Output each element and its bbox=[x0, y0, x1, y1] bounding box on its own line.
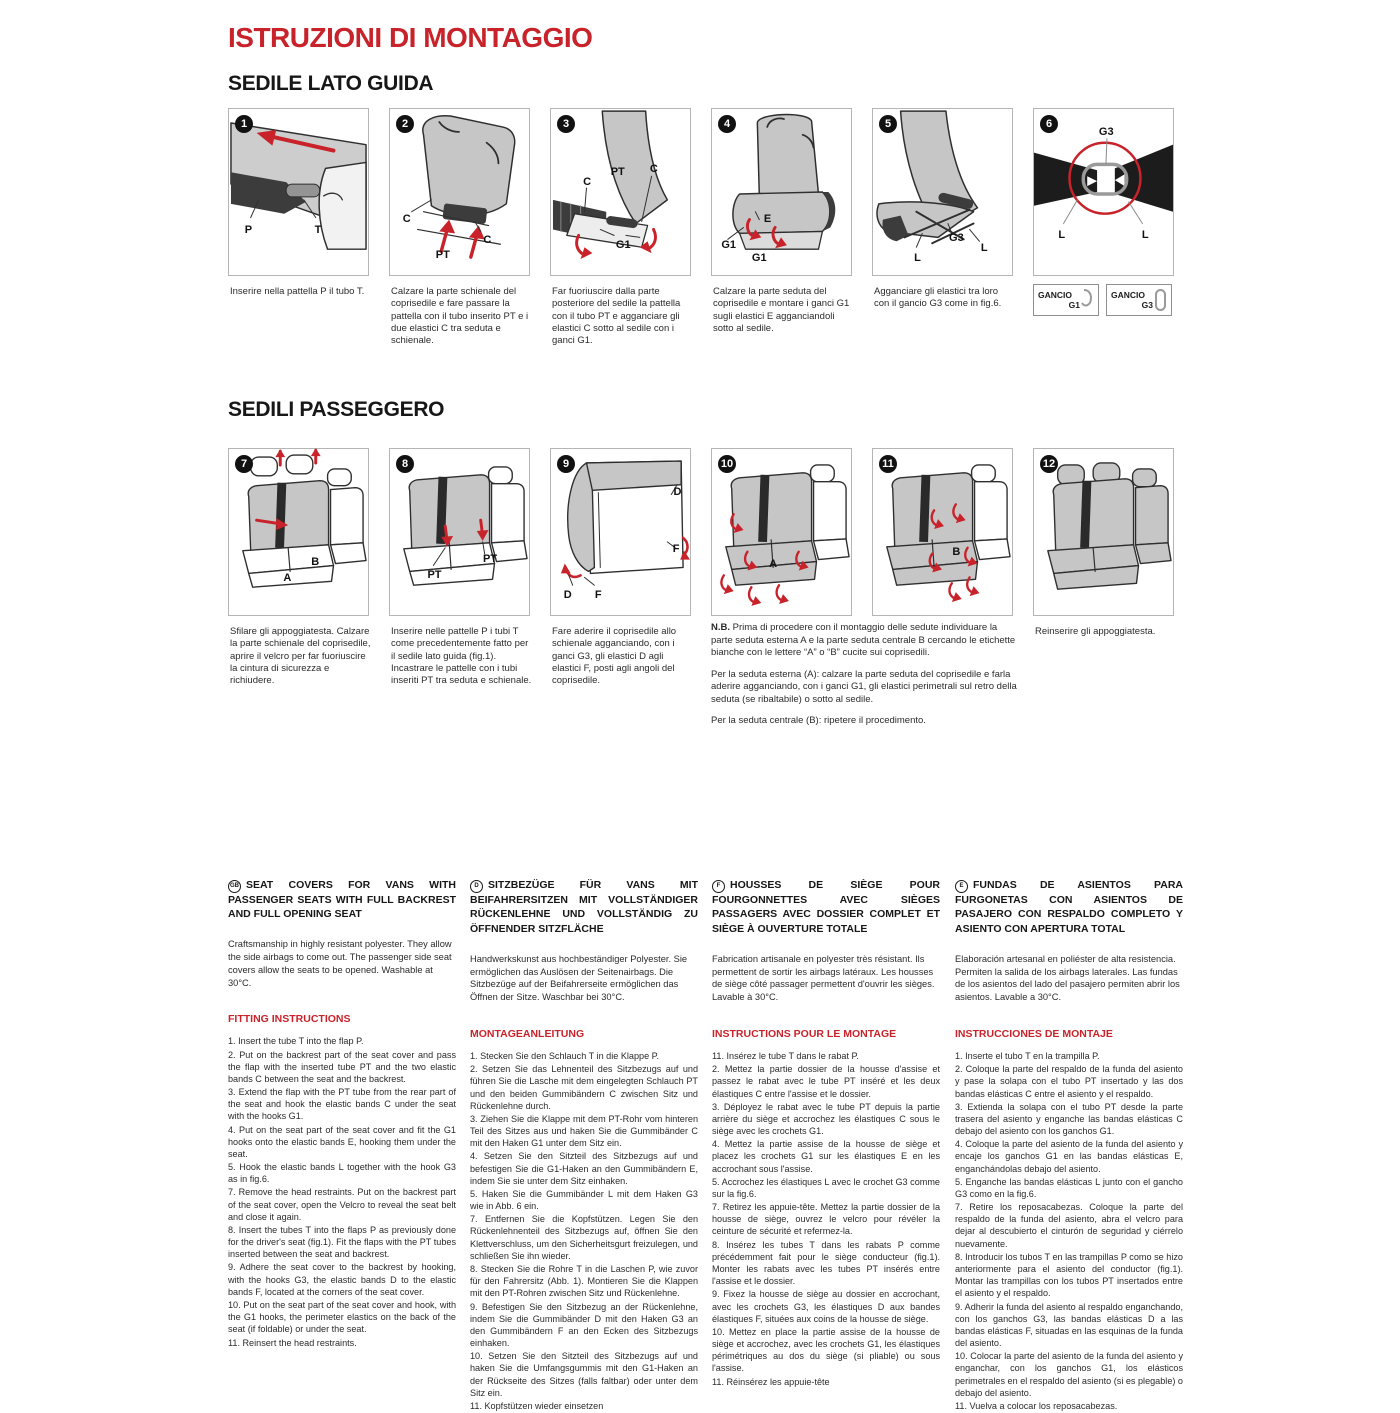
step-5-illustration bbox=[873, 109, 1012, 275]
step-1-illustration bbox=[229, 109, 368, 275]
instruction-item: 5. Hook the elastic bands L together with the hook G3 as in fig.6. bbox=[228, 1162, 456, 1185]
instruction-item: 11. Réinsérez les appuie-tête bbox=[712, 1376, 830, 1387]
nb-lead: N.B. bbox=[711, 622, 730, 633]
step-10-panel bbox=[711, 448, 852, 616]
instruction-item: 3. Ziehen Sie die Klappe mit dem PT-Rohr vom hinteren Teil des Sitzes aus und haken Sie die Gummibänder C mit den Haken G1 unter dem Sitz ein. bbox=[470, 1113, 698, 1149]
hook-g1-code: G1 bbox=[1068, 300, 1080, 310]
instruction-item: 11. Insérez le tube T dans le rabat P. bbox=[712, 1051, 859, 1062]
hook-g1-icon bbox=[1080, 288, 1094, 312]
step-8-number: 8 bbox=[396, 455, 414, 473]
step-1-caption: Inserire nella pattella P il tubo T. bbox=[230, 286, 365, 297]
column-spanish-header-text: FUNDAS DE ASIENTOS PARA FURGONETAS CON ASIENTOS DE PASAJERO CON RESPALDO COMPLETO Y ASIENTO CON APERTURA TOTAL bbox=[955, 879, 1183, 936]
part-label-F: F bbox=[594, 589, 602, 602]
part-label-B: B bbox=[952, 545, 961, 558]
step-7-panel bbox=[228, 448, 369, 616]
part-label-PT: PT bbox=[435, 249, 450, 262]
part-label-A: A bbox=[283, 572, 292, 585]
step-1-panel bbox=[228, 108, 369, 276]
step-7-caption: Sfilare gli appoggiatesta. Calzare la parte schienale del coprisedile, aprire il velcro per far fuoriuscire la cintura di sicurezza e richiudere. bbox=[230, 626, 371, 687]
step-4-number: 4 bbox=[718, 115, 736, 133]
column-french-header bbox=[712, 878, 940, 937]
step-3-number: 3 bbox=[557, 115, 575, 133]
part-label-C: C bbox=[649, 162, 658, 175]
instruction-item: 8. Insert the tubes T into the flaps P as previously done for the driver's seat (fig.1). Fit the flaps with the PT tubes inserted between the seat and backrest. bbox=[228, 1224, 456, 1260]
nb-paragraph-1: Prima di procedere con il montaggio delle sedute individuare la parte seduta esterna A e la parte seduta centrale B cercando le etichette bianche con le lettere “A” o “B” cucite sui coprisedili. bbox=[711, 622, 1016, 659]
part-label-A: A bbox=[769, 557, 778, 570]
column-french-header-text: HOUSSES DE SIÈGE POUR FOURGONNETTES AVEC SIÈGES PASSAGERS AVEC DOSSIER COMPLET ET SIÈGE À OUVERTURE TOTALE bbox=[712, 879, 940, 936]
step-10-illustration bbox=[712, 449, 851, 615]
step-7-illustration bbox=[229, 449, 368, 615]
step-1-number: 1 bbox=[235, 115, 253, 133]
hook-g1-box bbox=[1033, 284, 1099, 316]
part-label-F: F bbox=[672, 542, 680, 555]
instruction-item: 9. Adherir la funda del asiento al respaldo enganchando, con los ganchos G3, las bandas elásticas D a las bandas elásticas F, situadas en las esquinas de la funda del asiento. bbox=[955, 1301, 1183, 1349]
column-spanish-intro: Elaboración artesanal en poliéster de alta resistencia. Permiten la salida de los airbags laterales. Las fundas de los asientos del lado del pasajero permiten abrir los asientos. Lavable a 30°C. bbox=[955, 953, 1180, 1003]
part-label-L: L bbox=[980, 242, 988, 255]
part-label-C: C bbox=[483, 234, 492, 247]
instruction-item: 2. Coloque la parte del respaldo de la funda del asiento y pase la solapa con el tubo PT insertado y las dos bandas elásticas C entre el asiento y el respaldo. bbox=[955, 1064, 1183, 1099]
hook-g3-box bbox=[1106, 284, 1172, 316]
step-8-illustration bbox=[390, 449, 529, 615]
step-5-number: 5 bbox=[879, 115, 897, 133]
step-10-number: 10 bbox=[718, 455, 736, 473]
instruction-item: 4. Mettez la partie assise de la housse de siège et placez les crochets G1 sur les élastiques E en les accrochant sous l'assise. bbox=[712, 1139, 940, 1174]
column-english-header bbox=[228, 878, 456, 922]
hook-g3-name: GANCIO bbox=[1111, 290, 1145, 300]
part-label-C: C bbox=[583, 176, 592, 189]
column-german-header bbox=[470, 878, 698, 937]
column-french-intro: Fabrication artisanale en polyester très résistant. Ils permettent de sortir les airbags latéraux. Les housses de siège côté passager permettent d'ouvrir les sièges. Lavable à 30°C. bbox=[712, 953, 935, 1003]
instruction-item: 2. Setzen Sie das Lehnenteil des Sitzbezugs auf und führen Sie die Lasche mit dem eingelegten Schlauch PT und den beiden Gummibändern C zwischen Sitz und Rückenlehne durch. bbox=[470, 1064, 698, 1111]
instruction-item: 7. Entfernen Sie die Kopfstützen. Legen Sie den Rückenlehnenteil des Sitzbezugs auf, öffnen Sie den Klettverschluss, um den Sicherheitsgurt freizulegen, und schließen Sie ihn wieder. bbox=[470, 1214, 698, 1261]
step-9-panel bbox=[550, 448, 691, 616]
part-label-E: E bbox=[763, 212, 772, 225]
part-label-G1: G1 bbox=[615, 239, 631, 252]
step-12-number: 12 bbox=[1040, 455, 1058, 473]
column-french-subhead: INSTRUCTIONS POUR LE MONTAGE bbox=[712, 1028, 897, 1041]
instruction-item: 11. Reinsert the head restraints. bbox=[228, 1337, 357, 1348]
instruction-item: 3. Déployez le rabat avec le tube PT depuis la partie arrière du siège et accrochez les élastiques C sous le siège avec les crochets G1. bbox=[712, 1101, 940, 1137]
instruction-item: 2. Mettez la partie dossier de la housse d'assise et passez le rabat avec le tube PT inséré et les deux élastiques C entre l'assise et le dossier. bbox=[712, 1064, 940, 1099]
instruction-item: 3. Extend the flap with the PT tube from the rear part of the seat and hook the elastic bands C under the seat with the hooks G1. bbox=[228, 1087, 456, 1122]
part-label-G3: G3 bbox=[1098, 126, 1114, 139]
instruction-item: 2. Put on the backrest part of the seat cover and pass the flap with the inserted tube PT and the two elastic bands C between the seat and the backrest. bbox=[228, 1049, 456, 1084]
instruction-item: 4. Put on the seat part of the seat cover and fit the G1 hooks onto the elastic bands E, hooking them under the seat. bbox=[228, 1124, 456, 1159]
section-title-passenger-seats: SEDILI PASSEGGERO bbox=[228, 398, 445, 421]
instruction-item: 9. Adhere the seat cover to the backrest by hooking, with the hooks G3, the elastic bands D to the elastic bands F, located at the corners of the seat cover. bbox=[228, 1262, 456, 1297]
step-11-illustration bbox=[873, 449, 1012, 615]
column-english-subhead: FITTING INSTRUCTIONS bbox=[228, 1013, 351, 1026]
lang-e-icon: E bbox=[955, 880, 968, 893]
instruction-item: 10. Colocar la parte del asiento de la funda del asiento y enganchar, con los ganchos G1, los elásticos perimetrales en el respaldo del asiento (si es plegable) o debajo del asiento. bbox=[955, 1351, 1183, 1398]
step-8 bbox=[389, 448, 535, 688]
step-4 bbox=[711, 108, 857, 335]
step-7 bbox=[228, 448, 374, 688]
step-11-number: 11 bbox=[879, 455, 897, 473]
column-spanish-header bbox=[955, 878, 1183, 937]
step-9-illustration bbox=[551, 449, 690, 615]
section-title-driver-seat: SEDILE LATO GUIDA bbox=[228, 72, 434, 95]
instruction-item: 1. Insert the tube T into the flap P. bbox=[228, 1036, 364, 1047]
instruction-item: 10. Setzen Sie den Sitzteil des Sitzbezugs auf und haken Sie die Umfangsgummis mit den G1-Haken an der Rückseite des Sitzes (falls faltbar) oder unter dem Sitz ein. bbox=[470, 1351, 698, 1398]
hook-g3-icon bbox=[1153, 288, 1167, 312]
lang-d-icon: D bbox=[470, 880, 483, 893]
instruction-item: 5. Enganche las bandas elásticas L junto con el gancho G3 como en la fig.6. bbox=[955, 1176, 1183, 1199]
step-2-caption: Calzare la parte schienale del coprisedile e fare passare la pattella con il tubo inserito PT e i due elastici C tra seduta e schienale. bbox=[391, 286, 529, 347]
part-label-PT: PT bbox=[483, 552, 498, 565]
instruction-item: 7. Remove the head restraints. Put on the backrest part of the seat cover, open the Velcro to reveal the seat belt and close it again. bbox=[228, 1187, 456, 1222]
step-12-illustration bbox=[1034, 449, 1173, 615]
step-10 bbox=[711, 448, 857, 616]
column-english-intro: Craftsmanship in highly resistant polyester. They allow the side airbags to come out. The passenger side seat covers allow the seats to be opened. Washable at 30°C. bbox=[228, 939, 452, 988]
step-1 bbox=[228, 108, 374, 298]
instruction-item: 8. Stecken Sie die Rohre T in die Laschen P, wie zuvor für den Fahrersitz (Abb. 1). Montieren Sie die Klappen mit den PT-Rohren zwischen Sitz und Rückenlehne. bbox=[470, 1264, 698, 1299]
instruction-item: 8. Insérez les tubes T dans les rabats P comme précédemment fait pour le siège conducteur (fig.1). Monter les rabats avec les tubes PT insérés entre l'assise et le dossier. bbox=[712, 1239, 940, 1287]
step-4-panel bbox=[711, 108, 852, 276]
step-5-panel bbox=[872, 108, 1013, 276]
part-label-L: L bbox=[1141, 229, 1149, 242]
instruction-item: 10. Mettez en place la partie assise de la housse de siège et accrochez, avec les crochets G1, les élastiques périmétriques au dos du siège (si pliable) ou sous l'assise. bbox=[712, 1326, 940, 1374]
instruction-item: 5. Haken Sie die Gummibänder L mit dem Haken G3 wie in Abb. 6 ein. bbox=[470, 1188, 698, 1212]
instruction-item: 10. Put on the seat part of the seat cover and hook, with the G1 hooks, the perimeter elastics on the back of the seat (if foldable) or under the seat. bbox=[228, 1300, 456, 1335]
step-2-panel bbox=[389, 108, 530, 276]
column-french bbox=[712, 878, 940, 1389]
step-6-number: 6 bbox=[1040, 115, 1058, 133]
instruction-item: 3. Extienda la solapa con el tubo PT desde la parte trasera del asiento y enganche las bandas elásticas C debajo del asiento con los ganchos G1. bbox=[955, 1101, 1183, 1137]
lang-gb-icon: GB bbox=[228, 880, 241, 893]
part-label-L: L bbox=[1058, 229, 1066, 242]
part-label-C: C bbox=[402, 212, 411, 225]
instruction-item: 7. Retire los reposacabezas. Coloque la parte del respaldo de la funda del asiento, abra el velcro para dejar al descubierto el cinturón de seguridad y ciérrelo nuevamente. bbox=[955, 1202, 1183, 1249]
part-label-PT: PT bbox=[427, 569, 442, 582]
step-12-panel bbox=[1033, 448, 1174, 616]
instruction-item: 7. Retirez les appuie-tête. Mettez la partie dossier de la housse de siège, ouvrez le velcro pour révéler la ceinture de sécurité et refermez-la. bbox=[712, 1202, 940, 1237]
column-german-intro: Handwerkskunst aus hochbeständiger Polyester. Sie ermöglichen das Auslösen der Seitenairbags. Die Sitzbezüge auf der Beifahrerseite ermöglichen das Öffnen der Sitze. Waschbar bei 30°C. bbox=[470, 953, 688, 1003]
step-9 bbox=[550, 448, 696, 688]
step-3-panel bbox=[550, 108, 691, 276]
instruction-item: 8. Introducir los tubos T en las trampillas P como se hizo anteriormente para el asiento del conductor (fig.1). Montar las trampillas con los tubos PT insertados entre el asiento y el respaldo. bbox=[955, 1251, 1183, 1299]
instruction-item: 1. Stecken Sie den Schlauch T in die Klappe P. bbox=[470, 1051, 660, 1062]
part-label-G1: G1 bbox=[721, 239, 737, 252]
step-4-caption: Calzare la parte seduta del coprisedile e montare i ganci G1 sugli elastici E agganciandoli sotto al sedile. bbox=[713, 286, 850, 335]
step-12 bbox=[1033, 448, 1179, 638]
step-8-panel bbox=[389, 448, 530, 616]
instruction-item: 4. Coloque la parte del asiento de la funda del asiento y encaje los ganchos G1 en las bandas elásticas E, enganchándolas debajo del asiento. bbox=[955, 1139, 1183, 1174]
hook-legend bbox=[1033, 284, 1179, 316]
step-11 bbox=[872, 448, 1018, 616]
part-label-D: D bbox=[673, 486, 682, 499]
nb-paragraph-3: Per la seduta centrale (B): ripetere il procedimento. bbox=[711, 715, 926, 727]
part-label-PT: PT bbox=[610, 166, 625, 179]
lang-f-icon: F bbox=[712, 880, 725, 893]
part-label-G3: G3 bbox=[949, 232, 964, 245]
instruction-item: 9. Fixez la housse de siège au dossier en accrochant, avec les crochets G3, les élastiques D aux bandes élastiques F, situées aux coins de la housse de siège. bbox=[712, 1289, 940, 1324]
instruction-item: 1. Inserte el tubo T en la trampilla P. bbox=[955, 1051, 1100, 1062]
step-2-illustration bbox=[390, 109, 529, 275]
step-2-number: 2 bbox=[396, 115, 414, 133]
instruction-item: 5. Accrochez les élastiques L avec le crochet G3 comme sur la fig.6. bbox=[712, 1176, 940, 1199]
step-5 bbox=[872, 108, 1018, 311]
part-label-L: L bbox=[914, 252, 921, 265]
part-label-D: D bbox=[563, 589, 572, 602]
step-12-caption: Reinserire gli appoggiatesta. bbox=[1035, 626, 1156, 637]
step-7-number: 7 bbox=[235, 455, 253, 473]
step-3-caption: Far fuoriuscire dalla parte posteriore del sedile la pattella con il tubo PT e agganciare gli elastici C sotto al sedile con i ganci G1. bbox=[552, 286, 681, 347]
page-title: ISTRUZIONI DI MONTAGGIO bbox=[228, 22, 593, 53]
column-english bbox=[228, 878, 456, 1350]
hook-g1-name: GANCIO bbox=[1038, 290, 1072, 300]
hook-g3-code: G3 bbox=[1141, 300, 1153, 310]
step-6-panel bbox=[1033, 108, 1174, 276]
step-2 bbox=[389, 108, 535, 348]
step-8-caption: Inserire nelle pattelle P i tubi T come precedentemente fatto per il sedile lato guida (fig.1). Incastrare le pattelle con i tubi inseriti PT tra seduta e schienale. bbox=[391, 626, 532, 687]
instruction-item: 11. Vuelva a colocar los reposacabezas. bbox=[955, 1400, 1118, 1411]
part-label-G1: G1 bbox=[751, 252, 767, 265]
instruction-item: 11. Kopfstützen wieder einsetzen bbox=[470, 1400, 604, 1411]
part-label-T: T bbox=[314, 224, 322, 237]
instruction-item: 4. Setzen Sie den Sitzteil des Sitzbezugs auf und befestigen Sie die G1-Haken an den Gummibändern E, indem Sie sie unter dem Sitz einhaken. bbox=[470, 1151, 698, 1186]
step-3 bbox=[550, 108, 696, 348]
step-11-panel bbox=[872, 448, 1013, 616]
nb-note bbox=[711, 622, 1017, 737]
part-label-B: B bbox=[311, 555, 320, 568]
step-5-caption: Agganciare gli elastici tra loro con il gancio G3 come in fig.6. bbox=[874, 286, 1002, 310]
column-spanish-subhead: INSTRUCCIONES DE MONTAJE bbox=[955, 1028, 1113, 1041]
step-9-number: 9 bbox=[557, 455, 575, 473]
part-label-P: P bbox=[244, 224, 253, 237]
column-english-header-text: SEAT COVERS FOR VANS WITH PASSENGER SEATS WITH FULL BACKREST AND FULL OPENING SEAT bbox=[228, 879, 456, 921]
step-6 bbox=[1033, 108, 1179, 316]
instruction-item: 9. Befestigen Sie den Sitzbezug an der Rückenlehne, indem Sie die Gummibänder D mit den Haken G3 an den Gummibändern F an den Ecken des Sitzbezugs einhaken. bbox=[470, 1301, 698, 1349]
nb-paragraph-2: Per la seduta esterna (A): calzare la parte seduta del coprisedile e farla aderire agganciando, con i ganci G1, gli elastici perimetrali sul retro della seduta (se ribaltabile) o sotto al sedile. bbox=[711, 668, 1017, 705]
column-german-subhead: MONTAGEANLEITUNG bbox=[470, 1028, 585, 1041]
column-german bbox=[470, 878, 698, 1413]
step-9-caption: Fare aderire il coprisedile allo schienale agganciando, con i ganci G3, gli elastici D agli elastici F, posti agli angoli del coprisedile. bbox=[552, 626, 677, 687]
column-spanish bbox=[955, 878, 1183, 1413]
column-german-header-text: SITZBEZÜGE FÜR VANS MIT BEIFAHRERSITZEN MIT VOLLSTÄNDIGER RÜCKENLEHNE UND VOLLSTÄNDIG ZU ÖFFNENDER SITZFLÄCHE bbox=[470, 879, 698, 936]
